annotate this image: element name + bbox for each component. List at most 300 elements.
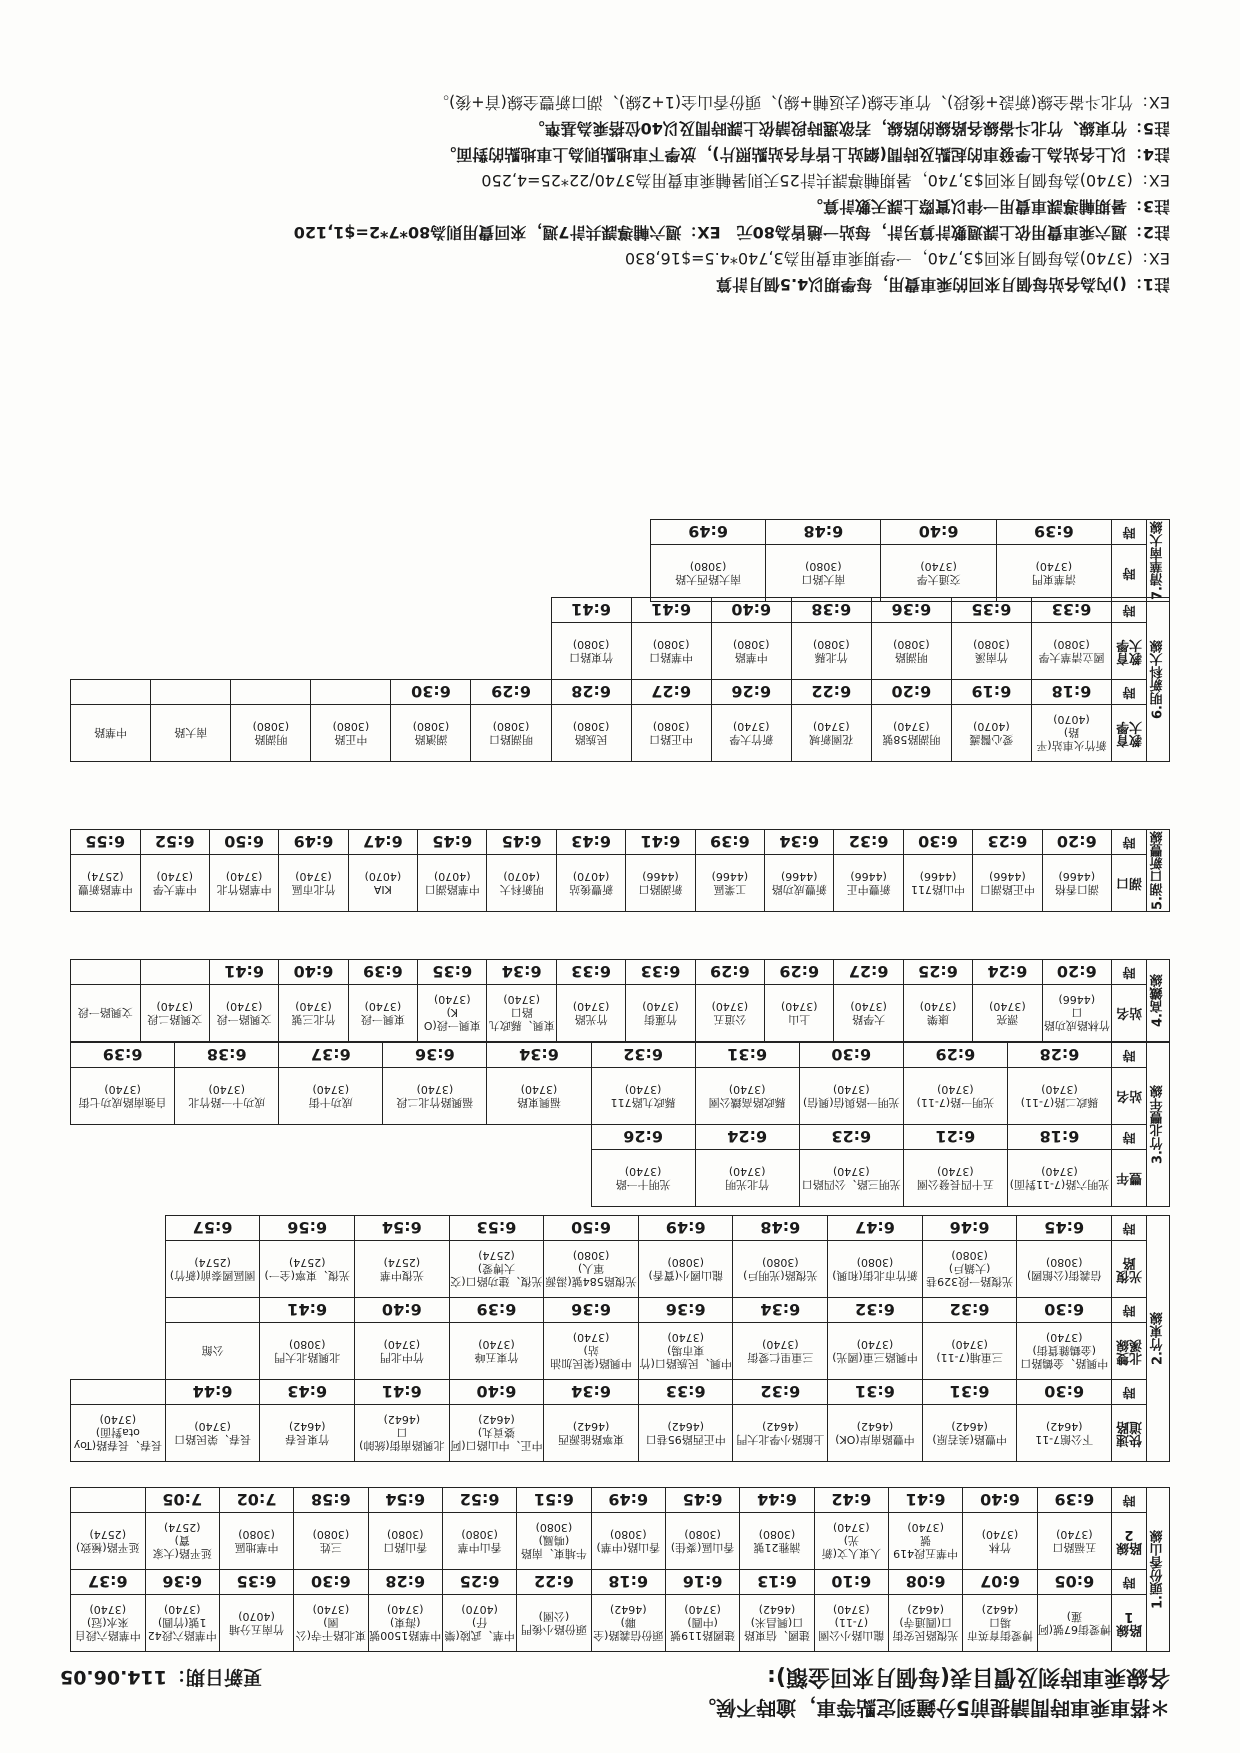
departure-time: 6:05 xyxy=(1037,1570,1111,1595)
departure-time: 6:34 xyxy=(765,830,834,855)
stop-name: 中豐路(美若原) xyxy=(932,1433,1007,1446)
departure-time: 6:30 xyxy=(799,1043,903,1068)
stop-cell xyxy=(1017,1405,1112,1462)
stop-name: 光復路民安街口(圓通寺) xyxy=(892,1616,959,1643)
stop-name: 福興東路 xyxy=(516,1096,561,1109)
departure-time: 6:18 xyxy=(1007,1125,1111,1150)
stop-cell xyxy=(544,1323,639,1380)
stop-name: 建國路119號(中圓) xyxy=(670,1616,736,1643)
stop-cell xyxy=(814,1595,888,1652)
route-name: 6.明新科大線 xyxy=(1147,598,1170,762)
fare-code: (3080) xyxy=(572,638,610,651)
route-table-r5 xyxy=(70,829,1170,912)
stop-name: 新竹市北街(和興) xyxy=(832,1269,918,1282)
stop-cell xyxy=(145,1595,219,1652)
route-name: 5.湖口新豐線 xyxy=(1147,830,1170,912)
stop-cell xyxy=(260,1405,355,1462)
stop-name: 竹東五峰 xyxy=(474,1351,519,1364)
fare-code: (3080) xyxy=(1053,638,1090,651)
stop-cell xyxy=(442,1513,516,1570)
departure-time: 6:23 xyxy=(973,830,1042,855)
departure-time: 6:20 xyxy=(1042,960,1111,985)
stop-cell xyxy=(791,623,871,680)
stop-cell xyxy=(799,1068,903,1125)
stop-cell xyxy=(881,545,996,602)
fare-code: (2574) xyxy=(194,1256,231,1269)
stop-name: 光明六路(7-11對面) xyxy=(1009,1178,1110,1191)
stop-cell xyxy=(556,985,625,1042)
departure-time: 6:41 xyxy=(209,960,278,985)
stop-name: 長春、長春路(Toyota對面) xyxy=(73,1426,163,1453)
stop-cell xyxy=(151,705,231,762)
departure-time: 6:54 xyxy=(355,1216,450,1241)
stop-cell xyxy=(996,545,1111,602)
stop-cell xyxy=(294,1595,368,1652)
time-row-label: 時 xyxy=(1112,1298,1147,1323)
stop-name: 中華路口 xyxy=(649,651,694,664)
route-table-r3 xyxy=(70,1042,1170,1207)
departure-time: 6:52 xyxy=(442,1488,516,1513)
stop-cell xyxy=(903,855,972,912)
stop-name: 延平路(極致) xyxy=(75,1541,140,1554)
departure-time: 6:54 xyxy=(368,1488,442,1513)
stop-cell xyxy=(973,855,1042,912)
route-table-r1 xyxy=(70,1487,1170,1652)
departure-time: 6:22 xyxy=(517,1570,591,1595)
stop-name: 三姓 xyxy=(319,1541,342,1554)
fare-code: (4466) xyxy=(850,870,887,883)
stop-cell xyxy=(487,1068,591,1125)
stop-cell xyxy=(487,855,556,912)
time-row-label: 時 xyxy=(1112,960,1147,985)
departure-time: 6:50 xyxy=(544,1216,639,1241)
route-name: 4.高鐵線 xyxy=(1147,960,1170,1042)
departure-time: 6:42 xyxy=(814,1488,888,1513)
stop-cell xyxy=(279,855,348,912)
stop-name: 南大路口 xyxy=(801,573,846,586)
fare-code: (3740) xyxy=(208,1083,245,1096)
stop-name: 香山路(中華) xyxy=(596,1541,661,1554)
departure-time: 7:05 xyxy=(145,1488,219,1513)
fare-code: (3080) xyxy=(951,1249,988,1263)
fare-code: (3740) xyxy=(295,870,332,883)
stop-cell xyxy=(71,1068,175,1125)
departure-time: 6:44 xyxy=(740,1488,814,1513)
stop-cell xyxy=(814,1513,888,1570)
departure-time: 6:30 xyxy=(294,1570,368,1595)
departure-time: 6:25 xyxy=(442,1570,516,1595)
stop-cell xyxy=(765,985,834,1042)
stop-name: 竹北光明 xyxy=(725,1178,770,1191)
stop-cell xyxy=(903,985,972,1042)
fare-code: (3080) xyxy=(856,1256,894,1269)
departure-time: 6:24 xyxy=(973,960,1042,985)
stop-cell xyxy=(888,1513,962,1570)
stop-name: 文興路一段 xyxy=(216,1013,272,1026)
stop-name: 中正、中山路口(阿婆貢丸) xyxy=(450,1426,543,1453)
stop-name: 中興路三重(國光) xyxy=(832,1351,918,1364)
departure-time: 6:53 xyxy=(449,1216,544,1241)
departure-time: 6:58 xyxy=(294,1488,368,1513)
departure-time: 6:34 xyxy=(733,1298,828,1323)
departure-time: 6:33 xyxy=(1031,598,1111,623)
stop-name: 下公館7-11 xyxy=(1035,1433,1094,1446)
stop-cell xyxy=(556,855,625,912)
fare-code: (3080) xyxy=(805,560,842,573)
fare-code: (3740) xyxy=(1041,1165,1078,1178)
stop-name: 光明一路與信(興信) xyxy=(802,1096,900,1109)
stop-cell xyxy=(963,1513,1037,1570)
departure-time: 6:41 xyxy=(631,598,711,623)
stop-cell xyxy=(1007,1068,1111,1125)
stop-cell xyxy=(871,623,951,680)
stop-name: 自強南路成功七街 xyxy=(78,1096,167,1109)
boarding-notice: ＊搭車乘車時間請提前5分鐘到定點等車，逾時不候。 xyxy=(696,1696,1170,1720)
fare-code: (3080) xyxy=(492,720,530,733)
stop-name: 中正路口 xyxy=(649,733,694,746)
departure-time xyxy=(71,960,141,985)
fare-code: (3080) xyxy=(893,638,930,651)
stop-name: 長春、榮民路口 xyxy=(174,1433,252,1446)
fare-code: (3740) xyxy=(893,720,930,733)
fare-code: (3080) xyxy=(252,720,290,733)
stop-cell xyxy=(631,705,711,762)
departure-time: 6:39 xyxy=(695,830,764,855)
time-row-label: 時 xyxy=(1112,1125,1147,1150)
route-name: 3.竹北豐年線 xyxy=(1147,1043,1170,1207)
departure-time: 6:18 xyxy=(1031,680,1111,705)
fare-code: (3080) xyxy=(572,1249,610,1263)
fare-code: (3740) xyxy=(907,1521,944,1535)
departure-time: 6:36 xyxy=(383,1043,487,1068)
departure-time: 6:38 xyxy=(791,598,871,623)
stop-name: 信義街(公館國) xyxy=(1026,1269,1102,1282)
time-row-label: 時 xyxy=(1112,1488,1147,1513)
stop-name: 東興一段 xyxy=(360,1013,405,1026)
fare-code: (3740) xyxy=(156,870,194,883)
stop-name: 中興、民族路口(竹東市場) xyxy=(639,1344,732,1371)
stop-name: 交通大學 xyxy=(916,573,961,586)
fare-code: (3740) xyxy=(225,870,263,883)
departure-time: 6:46 xyxy=(922,1216,1017,1241)
stop-cell xyxy=(591,1068,695,1125)
stop-name: 新竹火車站(平路) xyxy=(1036,726,1107,753)
stop-cell xyxy=(449,1241,544,1298)
segment-label: 光復路 xyxy=(1112,1241,1147,1298)
departure-time: 6:48 xyxy=(733,1216,828,1241)
stop-cell xyxy=(1017,1323,1112,1380)
stop-name: 公道五 xyxy=(713,1013,747,1026)
fare-code: (4466) xyxy=(642,870,679,883)
departure-time: 6:27 xyxy=(631,680,711,705)
stop-cell xyxy=(973,985,1042,1042)
stop-cell xyxy=(665,1595,739,1652)
time-row-label: 時 xyxy=(1112,1570,1147,1595)
departure-time: 6:07 xyxy=(963,1570,1037,1595)
stop-name: 工業區 xyxy=(713,883,747,896)
fare-code: (4642) xyxy=(383,1413,421,1427)
stop-cell xyxy=(471,705,551,762)
stop-cell xyxy=(260,1323,355,1380)
stop-name: 香山路口 xyxy=(383,1541,428,1554)
stop-cell xyxy=(711,623,791,680)
stop-cell xyxy=(903,1150,1007,1207)
fare-code: (3740) xyxy=(833,1603,870,1617)
stop-cell xyxy=(219,1595,293,1652)
departure-time: 6:20 xyxy=(1042,830,1111,855)
fare-code: (3080) xyxy=(461,1528,498,1541)
departure-time: 6:34 xyxy=(487,1043,591,1068)
stop-cell xyxy=(71,1513,146,1570)
departure-time: 6:31 xyxy=(695,1043,799,1068)
fare-code: (3740) xyxy=(1035,560,1073,573)
stop-name: 中華路六段421號(竹圓) xyxy=(147,1616,217,1643)
stop-name: 公館 xyxy=(201,1344,224,1358)
departure-time: 6:50 xyxy=(209,830,278,855)
departure-time: 6:29 xyxy=(695,960,764,985)
departure-time: 6:40 xyxy=(449,1380,544,1405)
stop-name: 新豐成功路 xyxy=(771,883,827,896)
fare-code: (3740) xyxy=(194,1420,231,1433)
stop-name: 光復路一段329巷(大鍋戶) xyxy=(926,1262,1014,1289)
stop-cell xyxy=(71,705,151,762)
segment-label: 站名 xyxy=(1112,985,1147,1042)
stop-name: 竹林路成功路口 xyxy=(1043,1006,1110,1033)
fare-code: (3080) xyxy=(732,638,770,651)
stop-cell xyxy=(294,1513,368,1570)
fare-code: (3080) xyxy=(684,1528,721,1541)
departure-time: 6:35 xyxy=(951,598,1031,623)
departure-time: 6:40 xyxy=(881,520,996,545)
stop-name: 東興一段(OK) xyxy=(423,1006,481,1033)
stop-name: 中山路711 xyxy=(911,883,966,896)
departure-time: 6:52 xyxy=(140,830,209,855)
stop-cell xyxy=(442,1595,516,1652)
fare-code: (4642) xyxy=(572,1420,610,1433)
stop-cell xyxy=(834,855,903,912)
route-table-r7 xyxy=(650,519,1170,602)
fare-code: (3740) xyxy=(386,1603,424,1617)
stop-name: 福興路竹北二段 xyxy=(396,1096,474,1109)
stop-cell xyxy=(145,1513,219,1570)
departure-time: 6:41 xyxy=(888,1488,962,1513)
departure-time: 6:49 xyxy=(638,1216,733,1241)
fare-code: (2574) xyxy=(163,1521,201,1535)
departure-time xyxy=(71,1380,166,1405)
departure-time: 6:39 xyxy=(1037,1488,1111,1513)
stop-name: 明湖路 xyxy=(894,651,928,664)
fare-code: (4466) xyxy=(780,870,818,883)
stop-name: 五福路口 xyxy=(1052,1541,1097,1554)
stop-cell xyxy=(355,1405,450,1462)
route-name: 7.清華南大線 xyxy=(1147,520,1170,602)
departure-time: 6:39 xyxy=(71,1043,175,1068)
stop-cell xyxy=(591,1150,695,1207)
stop-name: 龍山路小公園(7-11) xyxy=(818,1616,885,1643)
fare-code: (3080) xyxy=(386,1528,424,1541)
fare-code: (3740) xyxy=(833,1521,870,1535)
fare-code: (3080) xyxy=(1045,1256,1083,1269)
stop-name: 中華、武陵(樂仔) xyxy=(444,1616,515,1643)
fare-code: (2574) xyxy=(86,870,124,883)
stop-name: 縣政九路711 xyxy=(610,1096,676,1109)
stop-cell xyxy=(355,1241,450,1298)
stop-name: 竹東路口 xyxy=(569,651,614,664)
departure-time: 6:49 xyxy=(651,520,766,545)
fare-code: (4070) xyxy=(973,720,1010,733)
stop-cell xyxy=(828,1241,923,1298)
fare-code: (3740) xyxy=(364,1000,402,1013)
fare-code: (3740) xyxy=(951,1338,988,1351)
note-line: 註1：()內為各站每個月來回的乘車費用，每學期以4.5個月計算 xyxy=(715,275,1170,294)
fare-code: (4466) xyxy=(711,870,749,883)
fare-code: (4466) xyxy=(1058,993,1096,1007)
stop-cell xyxy=(209,855,278,912)
stop-name: 光明一路(7-11) xyxy=(916,1096,995,1109)
departure-time: 6:30 xyxy=(1017,1380,1112,1405)
stop-cell xyxy=(368,1595,442,1652)
departure-time: 6:32 xyxy=(834,830,903,855)
stop-name: 龍山國小(寶香) xyxy=(648,1269,723,1282)
fare-code: (4642) xyxy=(762,1420,799,1433)
stop-name: 光復、建功路口(交大博愛) xyxy=(450,1262,543,1289)
stop-cell xyxy=(766,545,881,602)
fare-code: (4642) xyxy=(856,1420,894,1433)
departure-time: 6:43 xyxy=(556,830,625,855)
stop-cell xyxy=(740,1513,814,1570)
stop-cell xyxy=(355,1323,450,1380)
departure-time: 6:41 xyxy=(355,1380,450,1405)
stop-name: 頭份信義路(全聯) xyxy=(593,1616,664,1643)
stop-cell xyxy=(391,705,471,762)
stop-name: 中華路 xyxy=(94,726,128,740)
departure-time: 6:29 xyxy=(765,960,834,985)
stop-cell xyxy=(765,855,834,912)
departure-time: 6:34 xyxy=(544,1380,639,1405)
stop-name: 漂亮 xyxy=(996,1013,1019,1026)
note-line: 註2：週六乘車費用依上課週數計算另計，每站一趟皆為80元 EX：週六輔導課共計7週，來回費用則為80*7*2=$1,120 xyxy=(293,223,1170,242)
stop-cell xyxy=(733,1405,828,1462)
departure-time: 6:40 xyxy=(711,598,791,623)
stop-cell xyxy=(231,705,311,762)
fare-code: (3740) xyxy=(919,1000,957,1013)
departure-time: 6:26 xyxy=(711,680,791,705)
departure-time: 6:49 xyxy=(279,830,348,855)
departure-time: 6:08 xyxy=(888,1570,962,1595)
departure-time: 6:49 xyxy=(591,1488,665,1513)
fare-code: (4070) xyxy=(1053,713,1090,727)
stop-name: 國立清華大學 xyxy=(1038,651,1105,664)
fare-code: (3740) xyxy=(104,1083,141,1096)
fare-code: (3740) xyxy=(99,1413,137,1427)
route-table-r6 xyxy=(70,597,1170,762)
stop-name: 頭份路小後門(公園) xyxy=(520,1610,587,1636)
note-line: 註4：以上各站為上學發車的起點及時間(網站上皆有各站點照片)，放學下車地點則為上車地點的對面。 xyxy=(440,145,1170,164)
note-line: 註5：竹東線、竹北斗崙線各路線的路線，若欲選時段請依上課時間及以40位搭乘為基準。 xyxy=(528,119,1170,138)
departure-time xyxy=(71,1488,146,1513)
stop-cell xyxy=(922,1405,1017,1462)
departure-time: 6:22 xyxy=(791,680,871,705)
fare-code: (4070) xyxy=(572,870,610,883)
fare-code: (3740) xyxy=(225,1000,263,1013)
time-row-label: 時 xyxy=(1112,598,1147,623)
time-row-label: 時 xyxy=(1112,1216,1147,1241)
stop-cell xyxy=(638,1405,733,1462)
stop-name: 康樂 xyxy=(927,1013,950,1026)
departure-time: 6:31 xyxy=(922,1380,1017,1405)
route-table-r4 xyxy=(70,959,1170,1042)
departure-time xyxy=(151,680,231,705)
stop-name: 中興路(榮民加油站) xyxy=(550,1344,632,1371)
departure-time: 6:25 xyxy=(903,960,972,985)
fare-code: (3080) xyxy=(813,638,850,651)
departure-time: 6:41 xyxy=(551,598,631,623)
stop-name: 竹北縣 xyxy=(814,651,848,664)
route-name: 2.竹東線 xyxy=(1147,1216,1170,1462)
stop-cell xyxy=(260,1241,355,1298)
stop-name: 園區國泰前(新竹) xyxy=(169,1269,256,1282)
departure-time: 6:31 xyxy=(828,1380,923,1405)
stop-name: 中華五段419號 xyxy=(893,1534,959,1561)
fare-code: (2574) xyxy=(89,1528,127,1541)
note-line: EX：(3740)為每個月來回$3,740，暑期輔導課共計25天則暑輔乘車費用為3740/22*25=4,250 xyxy=(481,171,1170,190)
stop-name: 湖口香格 xyxy=(1054,883,1099,896)
departure-time: 6:45 xyxy=(1017,1216,1112,1241)
stop-cell xyxy=(695,855,764,912)
fare-code: (3740) xyxy=(684,1603,721,1617)
departure-time: 6:24 xyxy=(695,1125,799,1150)
stop-name: 南大路西大路 xyxy=(675,573,742,586)
fare-code: (3080) xyxy=(412,720,450,733)
stop-cell xyxy=(487,985,556,1042)
fare-code: (4642) xyxy=(1045,1420,1083,1433)
departure-time: 6:19 xyxy=(951,680,1031,705)
departure-time: 6:44 xyxy=(165,1380,260,1405)
departure-time: 6:38 xyxy=(175,1043,279,1068)
time-row-label: 時 xyxy=(1112,1380,1147,1405)
departure-time: 6:51 xyxy=(517,1488,591,1513)
stop-cell xyxy=(591,1595,665,1652)
stop-name: 清華東門 xyxy=(1031,573,1076,586)
fare-code: (3080) xyxy=(312,1528,350,1541)
fare-code: (4070) xyxy=(503,870,540,883)
stop-cell xyxy=(449,1405,544,1462)
departure-time xyxy=(311,680,391,705)
stop-name: 民族路 xyxy=(574,733,608,746)
stop-name: 光復路584號(湯源軍人) xyxy=(545,1262,637,1289)
stop-cell xyxy=(626,855,695,912)
fare-code: (3740) xyxy=(920,560,957,573)
departure-time: 6:30 xyxy=(903,830,972,855)
stop-name: 北興路南街(統帥)口 xyxy=(359,1426,445,1453)
stop-name: 新湖路口 xyxy=(638,883,683,896)
departure-time: 6:40 xyxy=(963,1488,1037,1513)
stop-cell xyxy=(165,1405,260,1462)
stop-name: 竹北三號 xyxy=(291,1013,336,1026)
stop-name: 博愛街67號(阿蓮) xyxy=(1037,1610,1111,1636)
fare-code: (3740) xyxy=(989,1000,1026,1013)
departure-time: 6:16 xyxy=(665,1570,739,1595)
stop-name: 牛埔東、南路(鳴鳳) xyxy=(520,1534,587,1561)
fare-code: (3740) xyxy=(89,1603,127,1617)
stop-name: 光明三路、公四路口 xyxy=(801,1178,901,1191)
fare-code: (4642) xyxy=(951,1420,988,1433)
stop-name: 香山區(麥佳) xyxy=(670,1541,735,1554)
stop-cell xyxy=(1031,623,1111,680)
stop-name: 建國、信東路口(興昌米) xyxy=(743,1616,810,1643)
segment-label: 路線2 xyxy=(1112,1513,1147,1570)
stop-name: 中華路湖口 xyxy=(424,883,480,896)
